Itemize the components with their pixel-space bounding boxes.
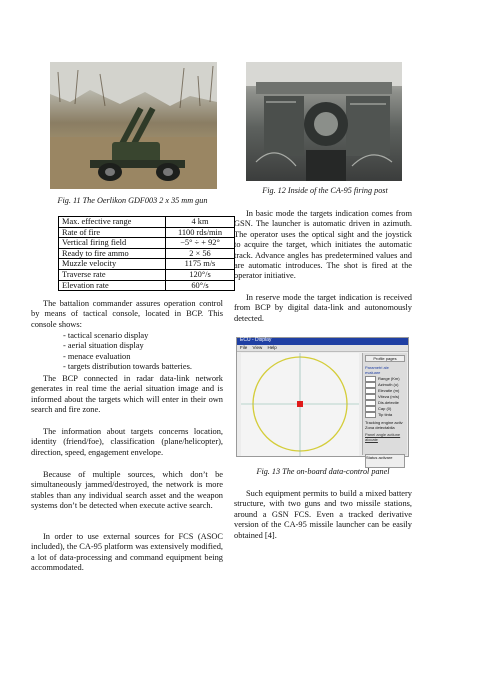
- menu-help: Help: [267, 345, 277, 350]
- screen-title: ECU - Display: [240, 337, 272, 343]
- firing-post-photo: [246, 62, 402, 181]
- field-label: Tip tinta: [378, 412, 393, 417]
- data-control-panel-screenshot: [236, 337, 409, 460]
- spec-value: 1175 m/s: [166, 259, 235, 270]
- list-item: - tactical scenario display: [63, 331, 149, 340]
- screen-menubar: [237, 345, 408, 352]
- table-row: [59, 238, 235, 249]
- spec-label: Muzzle velocity: [59, 259, 166, 270]
- field-label: Cap (0): [378, 406, 392, 411]
- panel-option: Zona detectabila: [365, 425, 395, 430]
- panel-section: Parametri ale evaluare: [365, 365, 389, 375]
- field-label: Dis.detectie: [378, 400, 399, 405]
- menu-view: View: [252, 345, 263, 350]
- spec-value: 4 km: [166, 217, 235, 228]
- field-label: Range (Km): [378, 376, 400, 381]
- field-label: Viteza (m/s): [378, 394, 400, 399]
- radar-display: [241, 353, 359, 456]
- left-paragraph-4: Because of multiple sources, which don’t be simultaneously jammed/destroyed, the network is more stables than any individual search asset and the weapon systems don’t be detected when execute active search.: [31, 470, 223, 511]
- status-box: [365, 454, 405, 468]
- spec-label: Ready to fire ammo: [59, 248, 166, 259]
- spec-value: −5° ÷ + 92°: [166, 238, 235, 249]
- fig12-caption: Fig. 12 Inside of the CA-95 firing post: [262, 186, 388, 195]
- right-paragraph-2: In reserve mode the target indication is received from BCP by digital data-link and autonomously detected.: [234, 293, 412, 323]
- spec-label: Rate of fire: [59, 227, 166, 238]
- target-marker: [297, 401, 303, 407]
- spec-label: Max. effective range: [59, 217, 166, 228]
- spec-label: Elevation rate: [59, 280, 166, 291]
- spec-value: 2 × 56: [166, 248, 235, 259]
- left-paragraph-2: The BCP connected in radar data-link network generates in real time the aerial situation image and is informed about the targets which will enter in their own search and fire zone.: [31, 374, 223, 415]
- oerlikon-gun-photo: [50, 62, 217, 189]
- spec-label: Traverse rate: [59, 269, 166, 280]
- panel-field: [365, 394, 405, 399]
- field-input[interactable]: [365, 412, 376, 418]
- table-row: [59, 269, 235, 280]
- spec-value: 60°/s: [166, 280, 235, 291]
- right-paragraph-3: Such equipment permits to build a mixed battery structure, with two guns and two missile stations, around a GSN FCS. Even a tracked derivative version of the CA-95 missile launcher can be easily obtained [4].: [234, 489, 412, 540]
- panel-header: Profile pages: [365, 355, 405, 362]
- list-item: - targets distribution towards batteries.: [63, 362, 192, 372]
- spec-value: 120°/s: [166, 269, 235, 280]
- panel-field: [365, 412, 405, 417]
- table-row: [59, 217, 235, 228]
- status-box-title: Status activare: [366, 455, 393, 460]
- field-label: Azimuth (o): [378, 382, 399, 387]
- list-item: - menace evaluation: [63, 351, 131, 361]
- panel-field: [365, 400, 405, 405]
- panel-link: Panel angle actiune alocate: [365, 432, 401, 442]
- panel-field: [365, 376, 405, 381]
- table-row: [59, 280, 235, 291]
- panel-field: [365, 388, 405, 393]
- screen-titlebar: [237, 338, 408, 345]
- table-row: [59, 259, 235, 270]
- fig13-caption: Fig. 13 The on-board data-control panel: [256, 467, 390, 476]
- left-paragraph-1: The battalion commander assures operation control by means of tactical console, located in BCP. This console shows:: [31, 299, 223, 329]
- list-item: - aerial situation display: [63, 341, 144, 351]
- table-row: [59, 248, 235, 259]
- panel-field: [365, 382, 405, 387]
- spec-value: 1100 rds/min: [166, 227, 235, 238]
- field-label: Elevatie (m): [378, 388, 400, 393]
- screen-side-panel: [362, 353, 407, 460]
- spec-label: Vertical firing field: [59, 238, 166, 249]
- panel-field: [365, 406, 405, 411]
- fig11-caption: Fig. 11 The Oerlikon GDF003 2 x 35 mm gun: [57, 196, 208, 205]
- left-paragraph-3: The information about targets concerns location, identity (friend/foe), classification (plane/helicopter), direction, speed, engagement envelope.: [31, 427, 223, 457]
- menu-file: File: [240, 345, 248, 350]
- left-paragraph-5: In order to use external sources for FCS (ASOC included), the CA-95 platform was extensively modified, a lot of data-processing and command equipment being accommodated.: [31, 532, 223, 573]
- console-list: [63, 331, 192, 373]
- panel-option: Tracking engine activ: [365, 420, 403, 425]
- table-row: [59, 227, 235, 238]
- right-paragraph-1: In basic mode the targets indication comes from GSN. The launcher is automatic driven in azimuth. The operator uses the optical sight and the joystick to acquire the target, which initiates the automatic track. Advance angles has predetermined values and are automatic introduces. The shot is fired at the operator initiative.: [234, 209, 412, 281]
- specs-table: [58, 216, 235, 291]
